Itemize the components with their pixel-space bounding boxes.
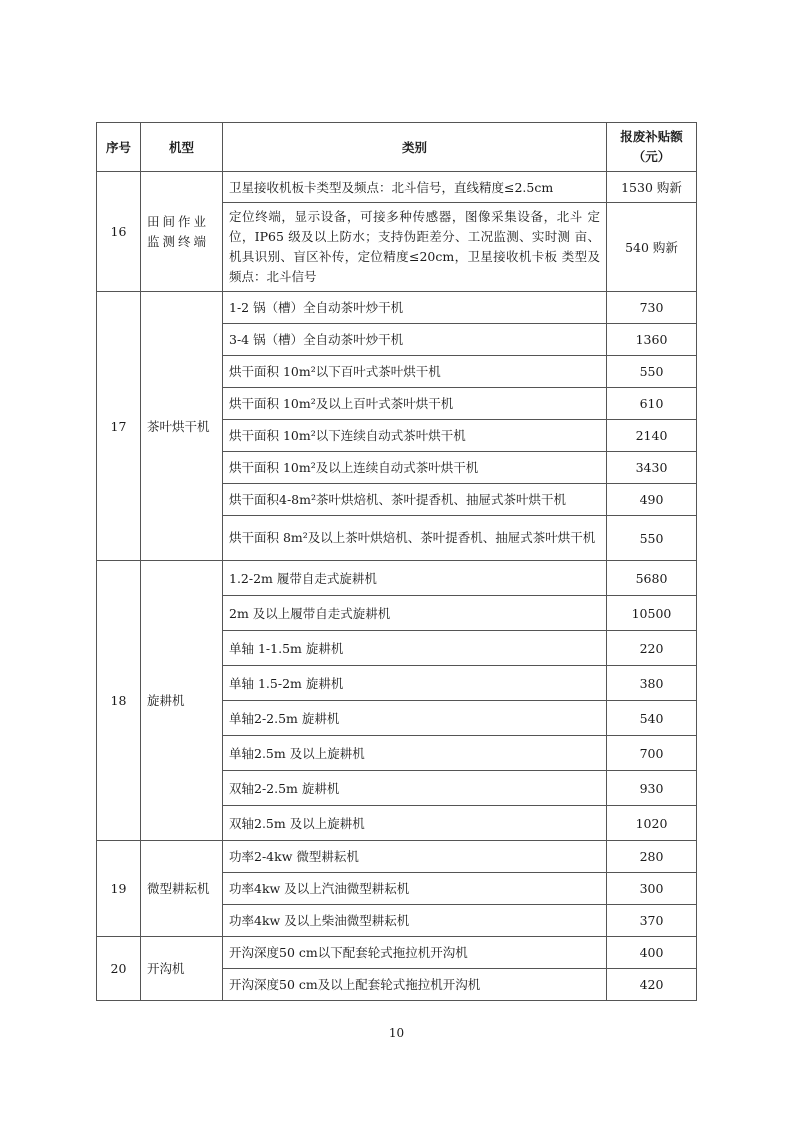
row-model: 茶叶烘干机 <box>141 292 223 561</box>
row-num: 20 <box>97 937 141 1001</box>
row-category: 1.2-2m 履带自走式旋耕机 <box>223 561 607 596</box>
page-number: 10 <box>388 1026 405 1040</box>
row-amount: 540 购新 <box>607 203 697 292</box>
row-amount: 400 <box>607 937 697 969</box>
row-category: 烘干面积 10m²及以上连续自动式茶叶烘干机 <box>223 452 607 484</box>
table-row <box>97 292 697 324</box>
row-category: 开沟深度50 cm及以上配套轮式拖拉机开沟机 <box>223 969 607 1001</box>
row-amount: 730 <box>607 292 697 324</box>
row-category: 双轴2.5m 及以上旋耕机 <box>223 806 607 841</box>
table-row <box>97 937 697 969</box>
row-num: 17 <box>97 292 141 561</box>
header-subsidy-line2: （元） <box>632 149 671 164</box>
table-row <box>97 561 697 596</box>
row-amount: 5680 <box>607 561 697 596</box>
row-amount: 370 <box>607 905 697 937</box>
row-category: 单轴 1.5-2m 旋耕机 <box>223 666 607 701</box>
row-amount: 700 <box>607 736 697 771</box>
row-amount: 1020 <box>607 806 697 841</box>
row-amount: 380 <box>607 666 697 701</box>
header-category: 类别 <box>223 123 607 172</box>
row-amount: 280 <box>607 841 697 873</box>
row-num: 16 <box>97 172 141 292</box>
row-category: 单轴2-2.5m 旋耕机 <box>223 701 607 736</box>
row-amount: 1360 <box>607 324 697 356</box>
subsidy-table <box>96 122 697 1001</box>
row-amount: 490 <box>607 484 697 516</box>
header-model: 机型 <box>141 123 223 172</box>
row-amount: 420 <box>607 969 697 1001</box>
row-category: 烘干面积4-8m²茶叶烘焙机、茶叶提香机、抽屉式茶叶烘干机 <box>223 484 607 516</box>
row-amount: 3430 <box>607 452 697 484</box>
row-category: 开沟深度50 cm以下配套轮式拖拉机开沟机 <box>223 937 607 969</box>
row-category: 单轴2.5m 及以上旋耕机 <box>223 736 607 771</box>
row-category: 功率2-4kw 微型耕耘机 <box>223 841 607 873</box>
row-category: 功率4kw 及以上柴油微型耕耘机 <box>223 905 607 937</box>
header-num: 序号 <box>97 123 141 172</box>
row-num: 19 <box>97 841 141 937</box>
row-model: 开沟机 <box>141 937 223 1001</box>
row-amount: 550 <box>607 516 697 561</box>
row-category: 1-2 锅（槽）全自动茶叶炒干机 <box>223 292 607 324</box>
row-category: 烘干面积 10m²以下百叶式茶叶烘干机 <box>223 356 607 388</box>
row-amount: 540 <box>607 701 697 736</box>
row-amount: 2140 <box>607 420 697 452</box>
row-amount: 300 <box>607 873 697 905</box>
row-category: 卫星接收机板卡类型及频点：北斗信号，直线精度≤2.5cm <box>223 172 607 203</box>
row-category: 烘干面积 10m²以下连续自动式茶叶烘干机 <box>223 420 607 452</box>
row-category: 双轴2-2.5m 旋耕机 <box>223 771 607 806</box>
header-subsidy <box>607 123 697 172</box>
row-num: 18 <box>97 561 141 841</box>
row-model: 田间作业监测终端 <box>141 172 223 292</box>
table-row <box>97 172 697 203</box>
row-category: 烘干面积 8m²及以上茶叶烘焙机、茶叶提香机、抽屉式茶叶烘干机 <box>223 516 607 561</box>
row-category: 2m 及以上履带自走式旋耕机 <box>223 596 607 631</box>
table-header-row <box>97 123 697 172</box>
row-category: 3-4 锅（槽）全自动茶叶炒干机 <box>223 324 607 356</box>
row-category: 单轴 1-1.5m 旋耕机 <box>223 631 607 666</box>
row-model: 旋耕机 <box>141 561 223 841</box>
row-model: 微型耕耘机 <box>141 841 223 937</box>
row-amount: 550 <box>607 356 697 388</box>
row-amount: 930 <box>607 771 697 806</box>
row-category: 定位终端，显示设备，可接多种传感器，图像采集设备，北斗 定位，IP65 级及以上防水；支持伪距差分、工况监测、实时测 亩、机具识别、盲区补传，定位精度≤20cm，卫星接收机卡板 类型及频点：北斗信号 <box>223 203 607 292</box>
table-row <box>97 841 697 873</box>
row-amount: 220 <box>607 631 697 666</box>
row-category: 功率4kw 及以上汽油微型耕耘机 <box>223 873 607 905</box>
row-category: 烘干面积 10m²及以上百叶式茶叶烘干机 <box>223 388 607 420</box>
row-amount: 10500 <box>607 596 697 631</box>
header-subsidy-line1: 报废补贴额 <box>620 129 683 144</box>
row-amount: 1530 购新 <box>607 172 697 203</box>
row-amount: 610 <box>607 388 697 420</box>
